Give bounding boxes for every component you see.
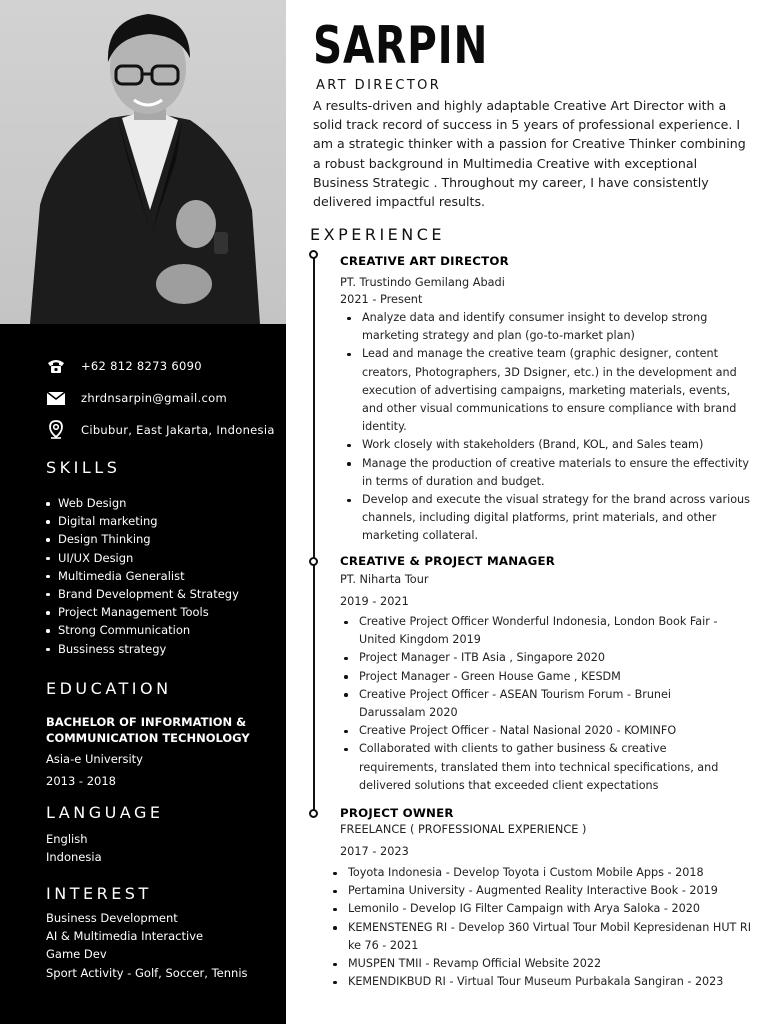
profile-summary: A results-driven and highly adaptable Creative Art Director with a solid track record of success in 5 years of professional experience. I am a strategic thinker with a passion for Creative Thinker combining a robust background in Multimedia Creative with exceptional Business Strategic . Throughout my career, I have consistently delivered impactful results.	[313, 98, 746, 210]
job-bullets	[362, 309, 752, 546]
job-bullet: Project Manager - ITB Asia , Singapore 2020	[359, 649, 729, 667]
job-title: CREATIVE ART DIRECTOR	[340, 254, 509, 268]
education-degree: BACHELOR OF INFORMATION & COMMUNICATION TECHNOLOGY	[46, 715, 250, 745]
language-item: English	[46, 832, 88, 846]
phone-text: +62 812 8273 6090	[81, 359, 202, 373]
email-text: zhrdnsarpin@gmail.com	[81, 391, 227, 405]
experience-heading: EXPERIENCE	[310, 225, 446, 244]
interest-item: AI & Multimedia Interactive	[46, 929, 204, 944]
job-bullet: Work closely with stakeholders (Brand, KOL, and Sales team)	[362, 436, 752, 454]
contact-phone	[46, 356, 202, 376]
contact-email	[46, 388, 227, 408]
timeline-dot	[309, 557, 318, 566]
interest-list	[46, 909, 248, 982]
job-company: PT. Niharta Tour	[340, 573, 429, 586]
job-title: CREATIVE & PROJECT MANAGER	[340, 554, 556, 568]
skill-item: Project Management Tools	[46, 603, 239, 621]
skills-heading: SKILLS	[46, 458, 121, 477]
job-company: FREELANCE ( PROFESSIONAL EXPERIENCE )	[340, 823, 587, 836]
phone-icon	[46, 356, 66, 376]
person-name: SARPIN	[313, 16, 489, 76]
contact-location	[46, 420, 275, 440]
skill-item: Digital marketing	[46, 512, 239, 530]
job-bullets	[359, 613, 729, 795]
timeline-line	[313, 254, 315, 814]
job-period: 2021 - Present	[340, 293, 423, 306]
job-bullet: Creative Project Officer - Natal Nasional 2020 - KOMINFO	[359, 722, 729, 740]
job-bullet: Creative Project Officer - ASEAN Tourism Forum - Brunei Darussalam 2020	[359, 686, 729, 722]
interest-item: Sport Activity - Golf, Soccer, Tennis	[46, 965, 248, 980]
language-item: Indonesia	[46, 850, 102, 865]
job-role: ART DIRECTOR	[316, 78, 442, 93]
interest-heading: INTEREST	[46, 884, 152, 903]
job-bullets	[348, 864, 758, 991]
language-heading: LANGUAGE	[46, 803, 164, 822]
location-pin-icon	[46, 420, 66, 440]
job-bullet: Collaborated with clients to gather business & creative requirements, translated them into technical specifications, and delivered solutions that exceeded client expectations	[359, 740, 729, 795]
job-bullet: Project Manager - Green House Game , KESDM	[359, 668, 729, 686]
interest-item: Business Development	[46, 911, 178, 925]
job-bullet: KEMENDIKBUD RI - Virtual Tour Museum Purbakala Sangiran - 2023	[348, 973, 758, 991]
education-details	[46, 750, 143, 790]
education-heading: EDUCATION	[46, 679, 172, 698]
profile-photo	[0, 0, 286, 324]
job-bullet: Develop and execute the visual strategy for the brand across various channels, including digital platforms, print materials, and other marketing collateral.	[362, 491, 752, 546]
job-bullet: MUSPEN TMII - Revamp Official Website 2022	[348, 955, 758, 973]
sidebar	[0, 0, 286, 1024]
interest-item: Game Dev	[46, 947, 107, 962]
skill-item: UI/UX Design	[46, 549, 239, 567]
skill-item: Bussiness strategy	[46, 640, 239, 658]
job-title: PROJECT OWNER	[340, 806, 454, 820]
job-bullet: Manage the production of creative materials to ensure the effectivity in terms of duration and budget.	[362, 455, 752, 491]
timeline-dot	[309, 809, 318, 818]
location-text: Cibubur, East Jakarta, Indonesia	[81, 423, 275, 437]
skill-item: Multimedia Generalist	[46, 567, 239, 585]
education-years: 2013 - 2018	[46, 774, 116, 789]
job-bullet: Analyze data and identify consumer insight to develop strong marketing strategy and plan (go-to-market plan)	[362, 309, 752, 345]
job-period: 2017 - 2023	[340, 845, 409, 858]
education-school: Asia-e University	[46, 752, 143, 766]
job-period: 2019 - 2021	[340, 595, 409, 608]
job-bullet: Lead and manage the creative team (graphic designer, content creators, Photographers, 3D Dsigner, etc.) in the development and execution of advertising campaigns, marketing materials, events, and other visual communications to ensure compliance with brand identity.	[362, 345, 752, 436]
skill-item: Strong Communication	[46, 621, 239, 639]
mail-icon	[46, 388, 66, 408]
job-bullet: Pertamina University - Augmented Reality Interactive Book - 2019	[348, 882, 758, 900]
job-bullet: Lemonilo - Develop IG Filter Campaign with Arya Saloka - 2020	[348, 900, 758, 918]
skill-item: Design Thinking	[46, 530, 239, 548]
timeline-dot	[309, 250, 318, 259]
skills-list	[46, 494, 239, 658]
skill-item: Web Design	[46, 494, 239, 512]
job-bullet: KEMENSTENEG RI - Develop 360 Virtual Tour Mobil Kepresidenan HUT RI ke 76 - 2021	[348, 919, 758, 955]
skill-item: Brand Development & Strategy	[46, 585, 239, 603]
job-bullet: Creative Project Officer Wonderful Indonesia, London Book Fair - United Kingdom 2019	[359, 613, 729, 649]
job-company: PT. Trustindo Gemilang Abadi	[340, 276, 505, 289]
job-bullet: Toyota Indonesia - Develop Toyota i Custom Mobile Apps - 2018	[348, 864, 758, 882]
language-list	[46, 830, 102, 866]
